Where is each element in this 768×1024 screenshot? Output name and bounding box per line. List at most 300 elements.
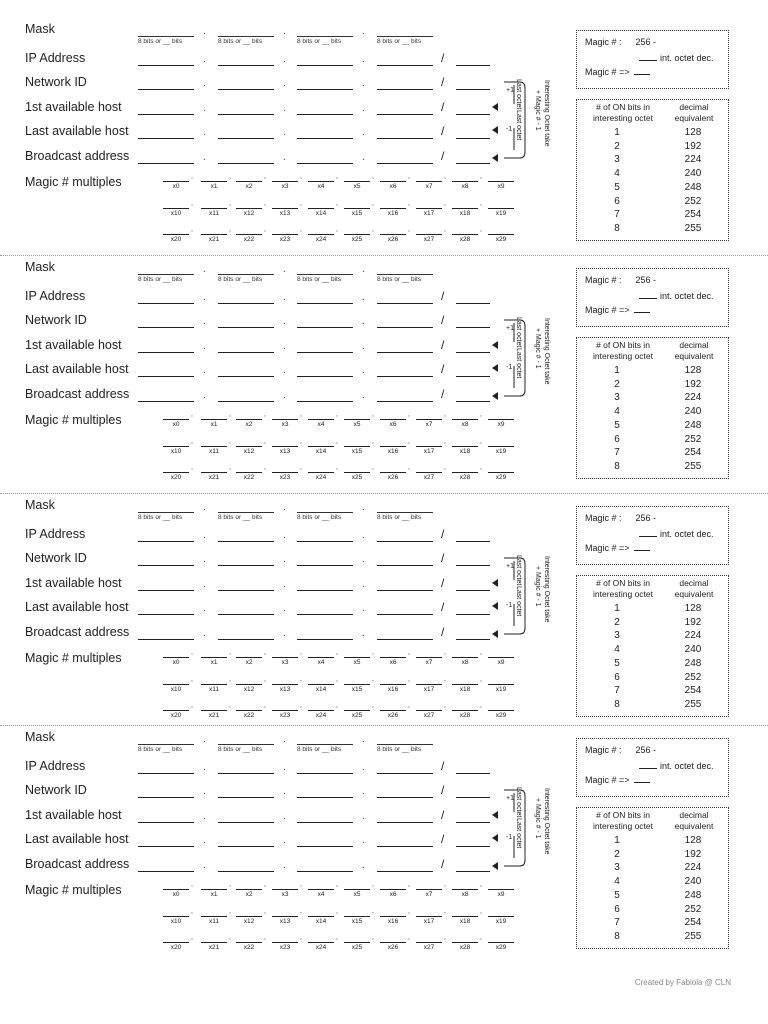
multiple-blank[interactable] [452, 710, 478, 711]
multiple-blank[interactable] [344, 234, 370, 235]
cidr-blank[interactable] [456, 351, 490, 353]
multiple-blank[interactable] [201, 942, 227, 943]
cidr-blank[interactable] [456, 613, 490, 615]
octet-blank[interactable] [377, 870, 433, 872]
multiple-blank[interactable] [452, 657, 478, 658]
multiple-blank[interactable] [163, 889, 189, 890]
octet-hint: 8 bits or __ bits [377, 514, 422, 521]
multiple-blank[interactable] [163, 657, 189, 658]
multiple-blank[interactable] [308, 889, 334, 890]
multiple-blank[interactable] [163, 942, 189, 943]
octet-blank[interactable] [218, 540, 274, 542]
plus-one: +1 [506, 563, 514, 570]
magic-result-label: Magic # => [585, 543, 630, 553]
multiple-blank[interactable] [272, 234, 298, 235]
multiple-blank[interactable] [201, 446, 227, 447]
octet-blank[interactable] [138, 64, 194, 66]
octet-blank[interactable] [138, 589, 194, 591]
cidr-blank[interactable] [456, 302, 490, 304]
cidr-blank[interactable] [456, 772, 490, 774]
octet-blank[interactable] [138, 375, 194, 377]
multiple-blank[interactable] [236, 208, 262, 209]
bits-decimal: 248 [684, 419, 702, 431]
multiple-blank[interactable] [308, 419, 334, 420]
octet-blank[interactable] [297, 870, 353, 872]
multiple-blank[interactable] [380, 916, 406, 917]
multiple-blank[interactable] [272, 710, 298, 711]
multiple-blank[interactable] [163, 472, 189, 473]
cidr-blank[interactable] [456, 162, 490, 164]
bits-count: 4 [614, 168, 620, 180]
multiple-blank[interactable] [452, 208, 478, 209]
multiple-blank[interactable] [344, 181, 370, 182]
octet-blank[interactable] [297, 845, 353, 847]
octet-blank[interactable] [377, 162, 433, 164]
octet-blank[interactable] [218, 326, 274, 328]
multiple-blank[interactable] [452, 181, 478, 182]
bits-decimal: 224 [684, 862, 702, 874]
multiple-blank[interactable] [308, 446, 334, 447]
octet-blank[interactable] [138, 540, 194, 542]
octet-blank[interactable] [138, 400, 194, 402]
octet-dot: . [203, 603, 206, 614]
bracket-arrow [492, 341, 498, 349]
multiple-blank[interactable] [308, 657, 334, 658]
octet-blank[interactable] [138, 162, 194, 164]
multiple-blank[interactable] [380, 419, 406, 420]
octet-hint: 8 bits or __ bits [218, 514, 263, 521]
octet-blank[interactable] [218, 351, 274, 353]
multiple-blank[interactable] [488, 419, 514, 420]
multiple-label: x23 [279, 474, 291, 481]
octet-hint: 8 bits or __ bits [218, 38, 263, 45]
octet-hint: 8 bits or __ bits [297, 514, 342, 521]
multiple-blank[interactable] [236, 889, 262, 890]
octet-blank[interactable] [377, 137, 433, 139]
octet-blank[interactable] [218, 589, 274, 591]
octet-blank[interactable] [297, 137, 353, 139]
multiple-blank[interactable] [416, 419, 442, 420]
multiple-label: x22 [243, 236, 255, 243]
octet-blank[interactable] [297, 88, 353, 90]
octet-blank[interactable] [297, 302, 353, 304]
octet-blank[interactable] [297, 113, 353, 115]
multiple-blank[interactable] [416, 916, 442, 917]
octet-blank[interactable] [218, 796, 274, 798]
multiple-blank[interactable] [236, 684, 262, 685]
multiple-blank[interactable] [488, 657, 514, 658]
multiple-label: x11 [209, 210, 219, 217]
multiple-blank[interactable] [236, 916, 262, 917]
multiple-blank[interactable] [416, 234, 442, 235]
multiple-blank[interactable] [344, 889, 370, 890]
multiple-blank[interactable] [452, 472, 478, 473]
octet-blank[interactable] [297, 772, 353, 774]
multiple-label: x25 [351, 474, 363, 481]
multiple-blank[interactable] [308, 710, 334, 711]
octet-blank[interactable] [297, 162, 353, 164]
multiple-blank[interactable] [272, 889, 298, 890]
octet-blank[interactable] [218, 302, 274, 304]
multiple-blank[interactable] [272, 446, 298, 447]
cidr-blank[interactable] [456, 137, 490, 139]
octet-blank[interactable] [297, 351, 353, 353]
octet-dot: . [362, 103, 365, 114]
octet-dot: . [203, 103, 206, 114]
octet-blank[interactable] [377, 326, 433, 328]
multiple-blank[interactable] [452, 419, 478, 420]
multiple-label: x20 [170, 944, 182, 951]
multiple-label: x0 [172, 891, 180, 898]
multiple-blank[interactable] [452, 942, 478, 943]
row-label: Broadcast address [25, 387, 130, 401]
multiple-blank[interactable] [272, 472, 298, 473]
multiple-blank[interactable] [344, 942, 370, 943]
multiple-blank[interactable] [236, 419, 262, 420]
multiple-blank[interactable] [344, 684, 370, 685]
octet-blank[interactable] [297, 375, 353, 377]
cidr-blank[interactable] [456, 589, 490, 591]
multiple-blank[interactable] [416, 181, 442, 182]
multiple-blank[interactable] [308, 472, 334, 473]
multiple-blank[interactable] [201, 889, 227, 890]
magic-result-blank[interactable] [634, 312, 650, 313]
octet-blank[interactable] [138, 113, 194, 115]
multiple-blank[interactable] [236, 181, 262, 182]
octet-dot: . [203, 54, 206, 65]
multiple-blank[interactable] [236, 472, 262, 473]
multiple-blank[interactable] [416, 446, 442, 447]
multiple-blank[interactable] [272, 181, 298, 182]
bits-decimal: 192 [684, 848, 702, 860]
cidr-blank[interactable] [456, 540, 490, 542]
bits-count: 1 [614, 127, 620, 138]
octet-blank[interactable] [377, 351, 433, 353]
octet-blank[interactable] [138, 772, 194, 774]
magic-result-blank[interactable] [634, 550, 650, 551]
octet-blank[interactable] [218, 113, 274, 115]
octet-blank[interactable] [377, 821, 433, 823]
octet-blank[interactable] [297, 796, 353, 798]
bits-count: 5 [614, 657, 620, 669]
multiple-comma: , [336, 226, 338, 233]
multiple-blank[interactable] [488, 889, 514, 890]
multiple-blank[interactable] [163, 916, 189, 917]
multiple-blank[interactable] [308, 181, 334, 182]
multiple-blank[interactable] [380, 710, 406, 711]
multiple-blank[interactable] [236, 657, 262, 658]
multiple-blank[interactable] [488, 234, 514, 235]
octet-blank[interactable] [297, 613, 353, 615]
multiple-blank[interactable] [452, 916, 478, 917]
multiple-blank[interactable] [163, 234, 189, 235]
multiple-label: x7 [425, 183, 433, 190]
multiple-blank[interactable] [416, 710, 442, 711]
multiple-blank[interactable] [272, 684, 298, 685]
multiple-blank[interactable] [380, 684, 406, 685]
cidr-blank[interactable] [456, 326, 490, 328]
octet-blank[interactable] [218, 870, 274, 872]
multiple-blank[interactable] [344, 419, 370, 420]
multiple-blank[interactable] [272, 208, 298, 209]
octet-dec-blank[interactable] [639, 536, 657, 537]
octet-blank[interactable] [138, 638, 194, 640]
octet-blank[interactable] [297, 400, 353, 402]
octet-blank[interactable] [218, 845, 274, 847]
octet-hint-underline [297, 36, 353, 37]
octet-blank[interactable] [377, 564, 433, 566]
multiple-blank[interactable] [272, 942, 298, 943]
octet-blank[interactable] [218, 564, 274, 566]
multiple-label: x29 [495, 474, 507, 481]
multiple-blank[interactable] [201, 234, 227, 235]
multiple-blank[interactable] [452, 684, 478, 685]
multiple-label: x10 [170, 448, 182, 455]
multiple-blank[interactable] [488, 472, 514, 473]
octet-dec-blank[interactable] [639, 768, 657, 769]
multiple-blank[interactable] [308, 234, 334, 235]
octet-dot: . [283, 579, 286, 590]
multiple-blank[interactable] [416, 942, 442, 943]
octet-blank[interactable] [138, 564, 194, 566]
octet-blank[interactable] [218, 88, 274, 90]
octet-blank[interactable] [297, 64, 353, 66]
octet-blank[interactable] [297, 540, 353, 542]
multiple-blank[interactable] [344, 446, 370, 447]
cidr-blank[interactable] [456, 821, 490, 823]
minus-one: -1 [506, 602, 513, 609]
multiple-blank[interactable] [416, 208, 442, 209]
multiple-blank[interactable] [380, 181, 406, 182]
cidr-blank[interactable] [456, 845, 490, 847]
multiple-blank[interactable] [272, 916, 298, 917]
cidr-slash: / [441, 625, 445, 639]
multiple-blank[interactable] [236, 710, 262, 711]
octet-blank[interactable] [377, 796, 433, 798]
octet-dot: . [362, 530, 365, 541]
multiple-blank[interactable] [163, 419, 189, 420]
multiple-blank[interactable] [308, 684, 334, 685]
bits-decimal: 254 [684, 209, 702, 221]
multiple-blank[interactable] [163, 710, 189, 711]
multiple-comma: , [444, 934, 446, 941]
multiple-blank[interactable] [308, 916, 334, 917]
multiple-blank[interactable] [272, 419, 298, 420]
magic-result-blank[interactable] [634, 782, 650, 783]
octet-hint-underline [218, 274, 274, 275]
octet-blank[interactable] [218, 400, 274, 402]
multiple-comma: , [444, 464, 446, 471]
bits-count: 8 [614, 222, 620, 234]
multiple-blank[interactable] [344, 916, 370, 917]
multiple-blank[interactable] [452, 446, 478, 447]
magic-minus-note: + Magic # - 1 [534, 90, 541, 131]
multiple-blank[interactable] [272, 657, 298, 658]
multiple-blank[interactable] [416, 657, 442, 658]
cidr-slash: / [441, 808, 445, 822]
multiple-blank[interactable] [201, 916, 227, 917]
multiple-blank[interactable] [380, 446, 406, 447]
octet-blank[interactable] [218, 137, 274, 139]
multiple-blank[interactable] [163, 446, 189, 447]
multiple-blank[interactable] [488, 710, 514, 711]
octet-blank[interactable] [377, 400, 433, 402]
octet-dot: . [283, 860, 286, 871]
bits-count: 5 [614, 889, 620, 901]
cidr-slash: / [441, 75, 445, 89]
multiple-blank[interactable] [416, 684, 442, 685]
multiple-blank[interactable] [163, 208, 189, 209]
octet-blank[interactable] [138, 88, 194, 90]
multiple-blank[interactable] [201, 657, 227, 658]
octet-blank[interactable] [218, 638, 274, 640]
multiple-blank[interactable] [488, 181, 514, 182]
multiple-blank[interactable] [344, 208, 370, 209]
cidr-blank[interactable] [456, 400, 490, 402]
octet-blank[interactable] [377, 113, 433, 115]
octet-blank[interactable] [377, 302, 433, 304]
octet-dec-blank[interactable] [639, 298, 657, 299]
octet-blank[interactable] [377, 375, 433, 377]
octet-blank[interactable] [377, 88, 433, 90]
multiple-blank[interactable] [380, 657, 406, 658]
row-label: IP Address [25, 527, 86, 541]
octet-dec-blank[interactable] [639, 60, 657, 61]
multiple-blank[interactable] [201, 472, 227, 473]
multiple-blank[interactable] [308, 208, 334, 209]
multiple-label: x8 [461, 659, 469, 666]
cidr-slash: / [441, 783, 445, 797]
octet-blank[interactable] [138, 302, 194, 304]
multiple-label: x4 [317, 659, 325, 666]
multiple-blank[interactable] [488, 916, 514, 917]
multiple-label: x27 [423, 712, 435, 719]
multiple-comma: , [300, 173, 302, 180]
multiple-label: x2 [245, 183, 253, 190]
octet-dot: . [203, 835, 206, 846]
multiple-blank[interactable] [344, 657, 370, 658]
bracket-arrow [492, 126, 498, 134]
cidr-blank[interactable] [456, 375, 490, 377]
octet-dot: . [203, 762, 206, 773]
last-octet-note: Last octet [515, 79, 522, 110]
multiple-blank[interactable] [163, 181, 189, 182]
multiple-blank[interactable] [380, 234, 406, 235]
multiple-blank[interactable] [380, 889, 406, 890]
multiple-blank[interactable] [201, 710, 227, 711]
octet-blank[interactable] [138, 845, 194, 847]
bits-decimal: 240 [684, 406, 702, 418]
octet-blank[interactable] [138, 870, 194, 872]
octet-blank[interactable] [377, 540, 433, 542]
octet-blank[interactable] [138, 137, 194, 139]
cidr-blank[interactable] [456, 796, 490, 798]
bits-count: 7 [614, 917, 620, 929]
cidr-blank[interactable] [456, 64, 490, 66]
cidr-blank[interactable] [456, 113, 490, 115]
octet-blank[interactable] [377, 772, 433, 774]
octet-blank[interactable] [377, 64, 433, 66]
last-octet-note-2: Last octet [515, 818, 522, 849]
octet-blank[interactable] [297, 564, 353, 566]
bits-count: 4 [614, 644, 620, 656]
multiple-blank[interactable] [308, 942, 334, 943]
octet-blank[interactable] [138, 351, 194, 353]
bits-header-right: decimal equivalent [674, 810, 714, 831]
cidr-blank[interactable] [456, 564, 490, 566]
magic-result-blank[interactable] [634, 74, 650, 75]
multiple-blank[interactable] [344, 472, 370, 473]
octet-blank[interactable] [297, 638, 353, 640]
octet-blank[interactable] [138, 821, 194, 823]
multiple-blank[interactable] [416, 889, 442, 890]
cidr-slash: / [441, 527, 445, 541]
multiple-blank[interactable] [201, 181, 227, 182]
octet-blank[interactable] [218, 772, 274, 774]
bits-count: 1 [614, 365, 620, 376]
octet-blank[interactable] [377, 589, 433, 591]
cidr-blank[interactable] [456, 638, 490, 640]
multiple-label: x9 [497, 891, 505, 898]
cidr-blank[interactable] [456, 870, 490, 872]
multiple-blank[interactable] [488, 942, 514, 943]
section-divider [0, 255, 768, 256]
octet-blank[interactable] [218, 821, 274, 823]
octet-blank[interactable] [218, 375, 274, 377]
octet-blank[interactable] [297, 589, 353, 591]
cidr-blank[interactable] [456, 88, 490, 90]
octet-blank[interactable] [377, 638, 433, 640]
octet-blank[interactable] [138, 796, 194, 798]
multiple-blank[interactable] [380, 472, 406, 473]
multiple-blank[interactable] [380, 942, 406, 943]
multiple-blank[interactable] [380, 208, 406, 209]
multiple-comma: , [408, 200, 410, 207]
multiple-comma: , [480, 226, 482, 233]
octet-dot: . [203, 579, 206, 590]
octet-blank[interactable] [297, 821, 353, 823]
multiple-label: x5 [353, 891, 361, 898]
multiple-comma: , [264, 676, 266, 683]
octet-blank[interactable] [218, 64, 274, 66]
octet-blank[interactable] [218, 613, 274, 615]
multiple-blank[interactable] [452, 234, 478, 235]
multiple-blank[interactable] [201, 684, 227, 685]
multiple-blank[interactable] [163, 684, 189, 685]
multiple-blank[interactable] [344, 710, 370, 711]
multiple-blank[interactable] [416, 472, 442, 473]
multiple-blank[interactable] [236, 942, 262, 943]
multiple-blank[interactable] [488, 446, 514, 447]
multiple-blank[interactable] [201, 419, 227, 420]
multiple-blank[interactable] [488, 684, 514, 685]
multiple-blank[interactable] [236, 234, 262, 235]
octet-blank[interactable] [377, 613, 433, 615]
multiple-blank[interactable] [452, 889, 478, 890]
multiple-comma: , [336, 676, 338, 683]
octet-blank[interactable] [138, 613, 194, 615]
octet-dec-label: int. octet dec. [660, 53, 714, 63]
octet-blank[interactable] [297, 326, 353, 328]
bits-count: 7 [614, 447, 620, 459]
octet-blank[interactable] [218, 162, 274, 164]
octet-blank[interactable] [377, 845, 433, 847]
multiple-blank[interactable] [236, 446, 262, 447]
multiple-blank[interactable] [488, 208, 514, 209]
octet-hint: 8 bits or __ bits [138, 38, 183, 45]
octet-blank[interactable] [138, 326, 194, 328]
multiple-blank[interactable] [201, 208, 227, 209]
